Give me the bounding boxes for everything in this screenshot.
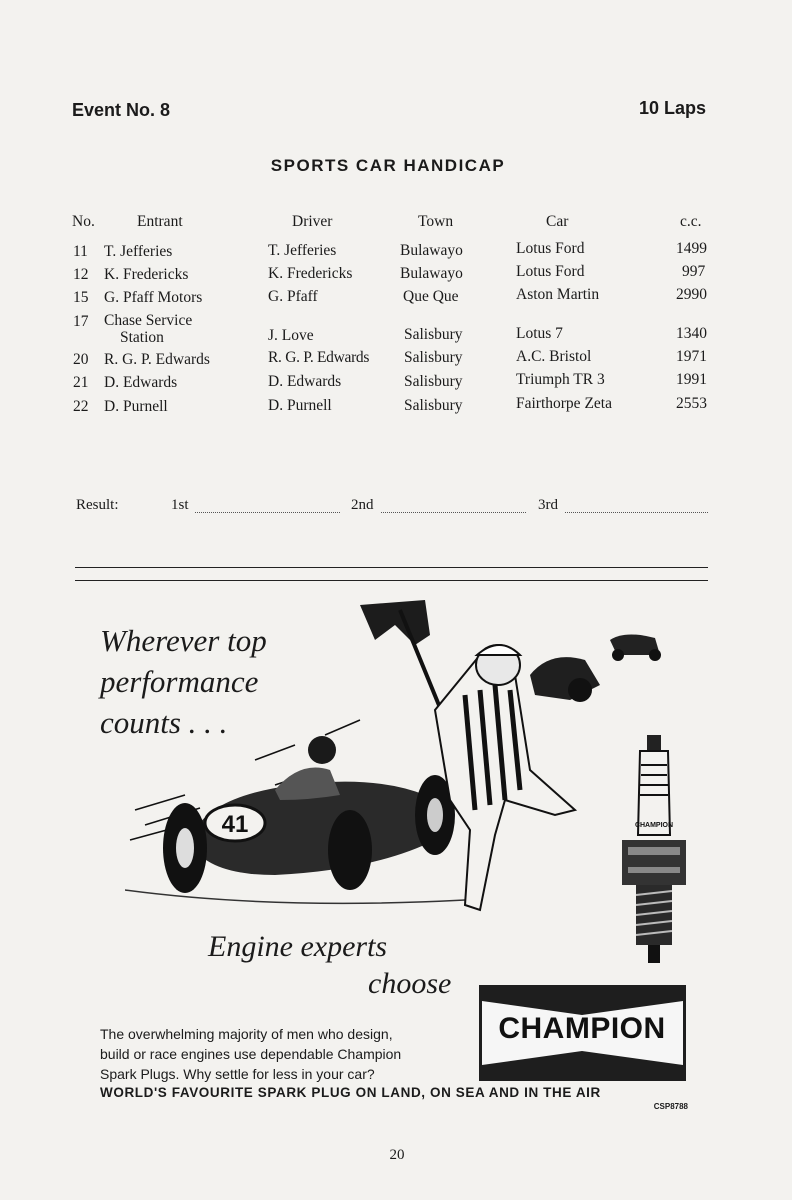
ad-code: CSP8788 [653,1102,688,1111]
row-no: 12 [73,266,89,283]
row-car: Lotus 7 [516,325,563,342]
header-cc: c.c. [680,213,702,230]
result-third-blank [565,512,708,513]
row-entrant-line2: Station [120,329,164,346]
row-entrant: K. Fredericks [104,266,189,283]
row-cc: 997 [682,263,706,280]
ad-headline-line: performance [100,664,259,699]
header-no: No. [72,213,95,230]
row-town: Bulawayo [400,265,463,282]
row-cc: 2553 [676,395,707,412]
ad-body-line: Spark Plugs. Why settle for less in your car? [100,1066,375,1082]
divider-rule [75,567,708,568]
champion-brand-text: CHAMPION [498,1012,666,1045]
row-car: Aston Martin [516,286,600,303]
result-first-blank [195,512,340,513]
row-cc: 1499 [676,240,707,257]
row-cc: 2990 [676,286,707,303]
row-no: 11 [73,243,88,260]
row-town: Bulawayo [400,242,463,259]
row-car: Fairthorpe Zeta [516,395,612,412]
row-driver: K. Fredericks [268,265,353,282]
row-entrant: T. Jefferies [104,243,173,260]
divider-rule [75,580,708,581]
row-cc: 1991 [676,371,707,388]
row-driver: T. Jefferies [268,242,337,259]
engine-experts-text: Engine experts [208,930,388,963]
result-first-label: 1st [171,497,189,513]
row-driver: D. Purnell [268,397,332,414]
row-car: Lotus Ford [516,263,585,280]
event-title: SPORTS CAR HANDICAP [270,156,506,175]
result-third-label: 3rd [538,497,558,513]
result-second-blank [381,512,526,513]
row-no: 20 [73,351,89,368]
ad-body-line: build or race engines use dependable Champion [100,1046,402,1062]
header-town: Town [418,213,454,230]
header-entrant: Entrant [137,213,183,230]
car-number: 41 [221,811,249,838]
ad-headline-line: Wherever top [100,623,267,658]
header-car: Car [546,213,569,230]
row-town: Salisbury [404,397,463,414]
row-no: 22 [73,398,89,415]
row-driver: G. Pfaff [268,288,318,305]
row-town: Salisbury [404,349,463,366]
row-town: Salisbury [404,373,463,390]
row-cc: 1340 [676,325,707,342]
row-entrant: R. G. P. Edwards [104,351,210,368]
result-label: Result: [76,497,119,513]
row-town: Que Que [403,288,459,305]
row-entrant-line1: Chase Service [104,312,193,329]
row-town: Salisbury [404,326,463,343]
ad-headline-line: counts . . . [100,705,228,740]
row-driver: R. G. P. Edwards [268,349,370,366]
row-entrant: D. Purnell [104,398,168,415]
row-cc: 1971 [676,348,707,365]
row-no: 15 [73,289,89,306]
spark-plug-illustration [614,735,694,970]
row-driver: J. Love [268,327,314,344]
result-second-label: 2nd [351,497,374,513]
event-number: Event No. 8 [72,100,171,120]
row-entrant: D. Edwards [104,374,178,391]
row-driver: D. Edwards [268,373,342,390]
row-no: 17 [73,313,89,330]
header-driver: Driver [292,213,333,230]
row-car: Lotus Ford [516,240,585,257]
row-car: A.C. Bristol [516,348,592,365]
ad-body-copy [100,1024,401,1084]
page-number: 20 [389,1147,405,1163]
row-car: Triumph TR 3 [516,371,605,388]
choose-text: choose [368,967,452,1000]
ad-tagline: WORLD'S FAVOURITE SPARK PLUG ON LAND, ON SEA AND IN THE AIR [100,1085,601,1100]
row-no: 21 [73,374,89,391]
lap-count: 10 Laps [638,98,706,118]
row-entrant: G. Pfaff Motors [104,289,203,306]
plug-brand-text: CHAMPION [634,822,674,829]
ad-body-line: The overwhelming majority of men who design, [100,1026,393,1042]
